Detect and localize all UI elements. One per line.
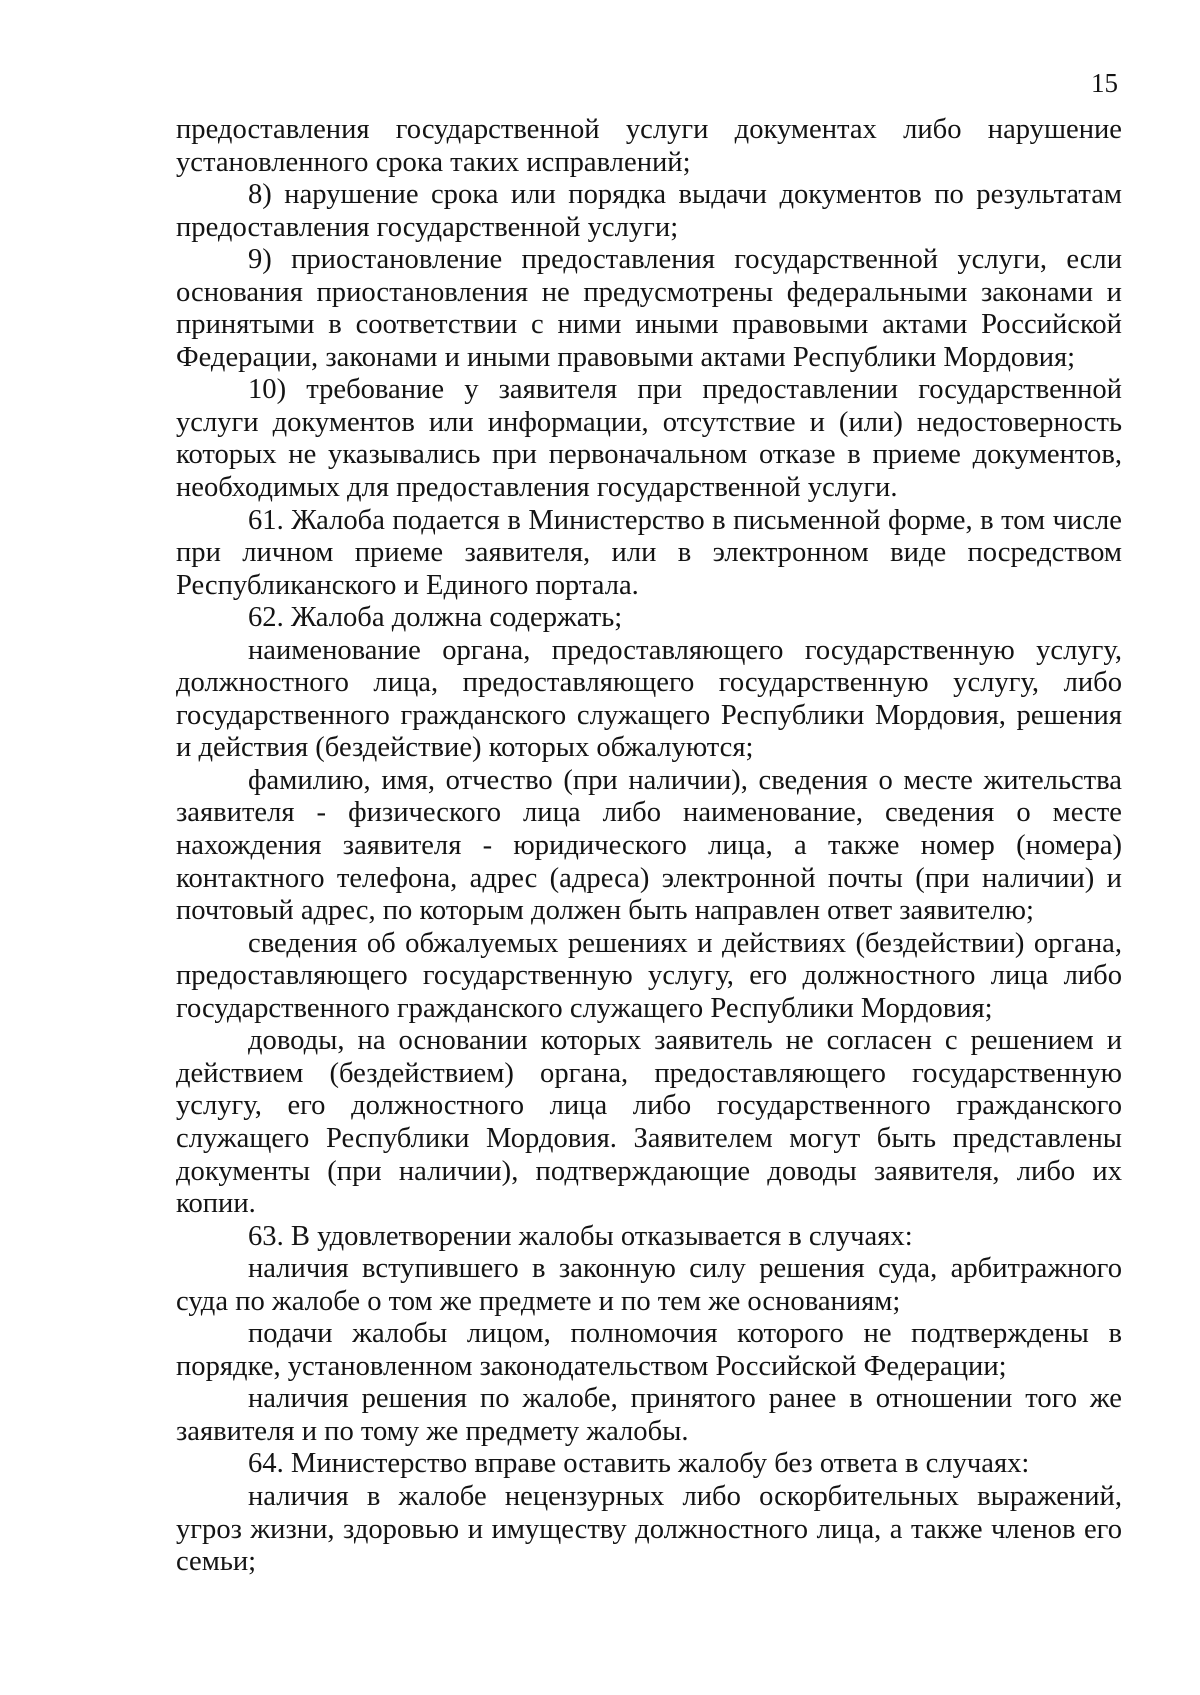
- paragraph: наличия вступившего в законную силу решения суда, арбитражного суда по жалобе о том же предмете и по тем же основаниям;: [176, 1253, 1122, 1317]
- paragraph: доводы, на основании которых заявитель не согласен с решением и действием (бездействием) органа, предоставляющего государственную услугу, его должностного лица либо государственного гражданского служащего Республики Мордовия. Заявителем могут быть представлены документы (при наличии), подтверждающие доводы заявителя, либо их копии.: [176, 1025, 1122, 1220]
- document-body: [176, 114, 1122, 1579]
- paragraph: 63. В удовлетворении жалобы отказывается в случаях:: [248, 1220, 913, 1252]
- paragraph: 10) требование у заявителя при предоставлении государственной услуги документов или информации, отсутствие и (или) недостоверность которых не указывались при первоначальном отказе в приеме документов, необходимых для предоставления государственной услуги.: [176, 374, 1122, 504]
- paragraph: 64. Министерство вправе оставить жалобу без ответа в случаях:: [248, 1448, 1030, 1480]
- page-number: 15: [1091, 68, 1118, 98]
- paragraph: подачи жалобы лицом, полномочия которого не подтверждены в порядке, установленном законодательством Российской Федерации;: [176, 1318, 1122, 1382]
- paragraph: наименование органа, предоставляющего государственную услугу, должностного лица, предоставляющего государственную услугу, либо государственного гражданского служащего Республики Мордовия, решения и действия (бездействие) которых обжалуются;: [176, 634, 1122, 764]
- paragraph: 9) приостановление предоставления государственной услуги, если основания приостановления не предусмотрены федеральными законами и принятыми в соответствии с ними иными правовыми актами Российской Федерации, законами и иными правовыми актами Республики Мордовия;: [176, 244, 1122, 373]
- paragraph: наличия решения по жалобе, принятого ранее в отношении того же заявителя и по тому же предмету жалобы.: [176, 1383, 1122, 1447]
- paragraph: сведения об обжалуемых решениях и действиях (бездействии) органа, предоставляющего государственную услугу, его должностного лица либо государственного гражданского служащего Республики Мордовия;: [176, 927, 1122, 1024]
- paragraph: 62. Жалоба должна содержать;: [248, 602, 623, 634]
- paragraph: 61. Жалоба подается в Министерство в письменной форме, в том числе при личном приеме заявителя, или в электронном виде посредством Республиканского и Единого портала.: [176, 504, 1122, 601]
- paragraph: 8) нарушение срока или порядка выдачи документов по результатам предоставления государственной услуги;: [176, 179, 1122, 243]
- paragraph: наличия в жалобе нецензурных либо оскорбительных выражений, угроз жизни, здоровью и имуществу должностного лица, а также членов его семьи;: [176, 1480, 1122, 1578]
- paragraph: фамилию, имя, отчество (при наличии), сведения о месте жительства заявителя - физического лица либо наименование, сведения о месте нахождения заявителя - юридического лица, а также номер (номера) контактного телефона, адрес (адреса) электронной почты (при наличии) и почтовый адрес, по которым должен быть направлен ответ заявителю;: [176, 764, 1122, 927]
- paragraph: предоставления государственной услуги документах либо нарушение установленного срока таких исправлений;: [176, 114, 1122, 178]
